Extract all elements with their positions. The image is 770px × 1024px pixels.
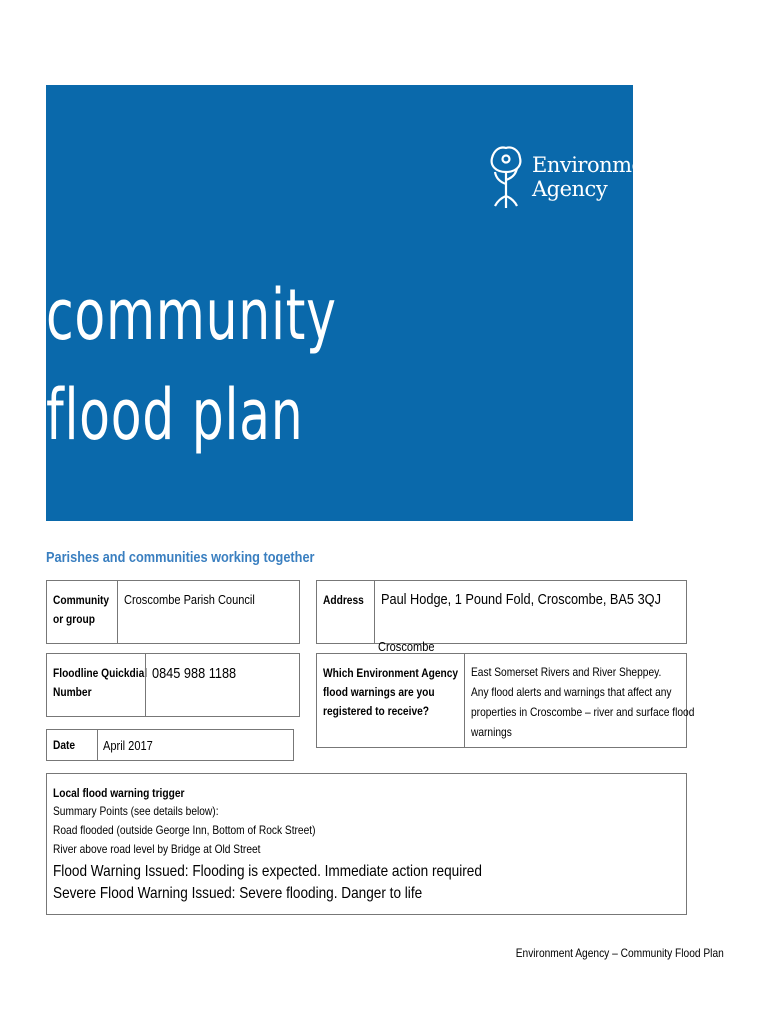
address-box [316,580,687,644]
date-value-cell [97,730,293,760]
flood-trigger-box [46,773,687,915]
address-overflow-text: Croscombe [378,639,435,654]
warnings-value-line-1: East Somerset Rivers and River Sheppey. [471,665,662,679]
tree-figure-icon [486,142,526,212]
flood-trigger-title: Local flood warning trigger [53,786,185,800]
environment-agency-logo [486,141,665,213]
community-value: Croscombe Parish Council [124,592,255,607]
warnings-value-line-4: warnings [471,725,512,739]
address-label: Address [323,593,364,607]
severe-flood-warning-text: Severe Flood Warning Issued: Severe flooding. Danger to life [53,885,423,902]
flood-trigger-river: River above road level by Bridge at Old Street [53,842,261,856]
warnings-label-line-2: flood warnings are you [323,685,435,699]
logo-line-agency: Agency [532,177,608,201]
floodline-label-line-1: Floodline Quickdial [53,666,148,680]
flood-warning-text: Flood Warning Issued: Flooding is expected. Immediate action required [53,863,482,880]
date-box [46,729,294,761]
floodline-label-line-2: Number [53,685,92,699]
community-label-cell [47,581,117,643]
address-label-cell [317,581,374,643]
community-box [46,580,300,644]
date-value: April 2017 [103,738,153,753]
warnings-label-line-3: registered to receive? [323,704,430,718]
cover-title-line-1: community [46,274,337,356]
warnings-value-line-3: properties in Croscombe – river and surface flood [471,705,695,719]
address-value: Paul Hodge, 1 Pound Fold, Croscombe, BA5 3QJ [381,591,661,608]
subtitle: Parishes and communities working together [46,549,315,566]
warnings-box [316,653,695,748]
cover-title [46,265,337,465]
flood-trigger-road: Road flooded (outside George Inn, Bottom of Rock Street) [53,823,316,837]
cover-banner [46,85,665,521]
community-label: Community or group [53,593,110,626]
date-label: Date [53,738,76,752]
date-label-cell [47,730,97,760]
warnings-label-line-1: Which Environment Agency [323,666,459,680]
warnings-value-line-2: Any flood alerts and warnings that affect any [471,685,672,699]
community-value-cell [117,581,299,643]
cover-title-line-2: flood plan [46,374,304,456]
warnings-value-cell [464,654,695,747]
page-footer: Environment Agency – Community Flood Plan [515,946,724,960]
floodline-box [46,653,300,717]
address-value-cell [374,581,686,643]
flood-trigger-summary: Summary Points (see details below): [53,804,219,818]
floodline-value-cell [145,654,299,716]
warnings-label-cell [317,654,464,747]
floodline-value: 0845 988 1188 [152,665,237,682]
floodline-label-cell [47,654,148,716]
logo-line-environment: Environment [532,153,665,177]
